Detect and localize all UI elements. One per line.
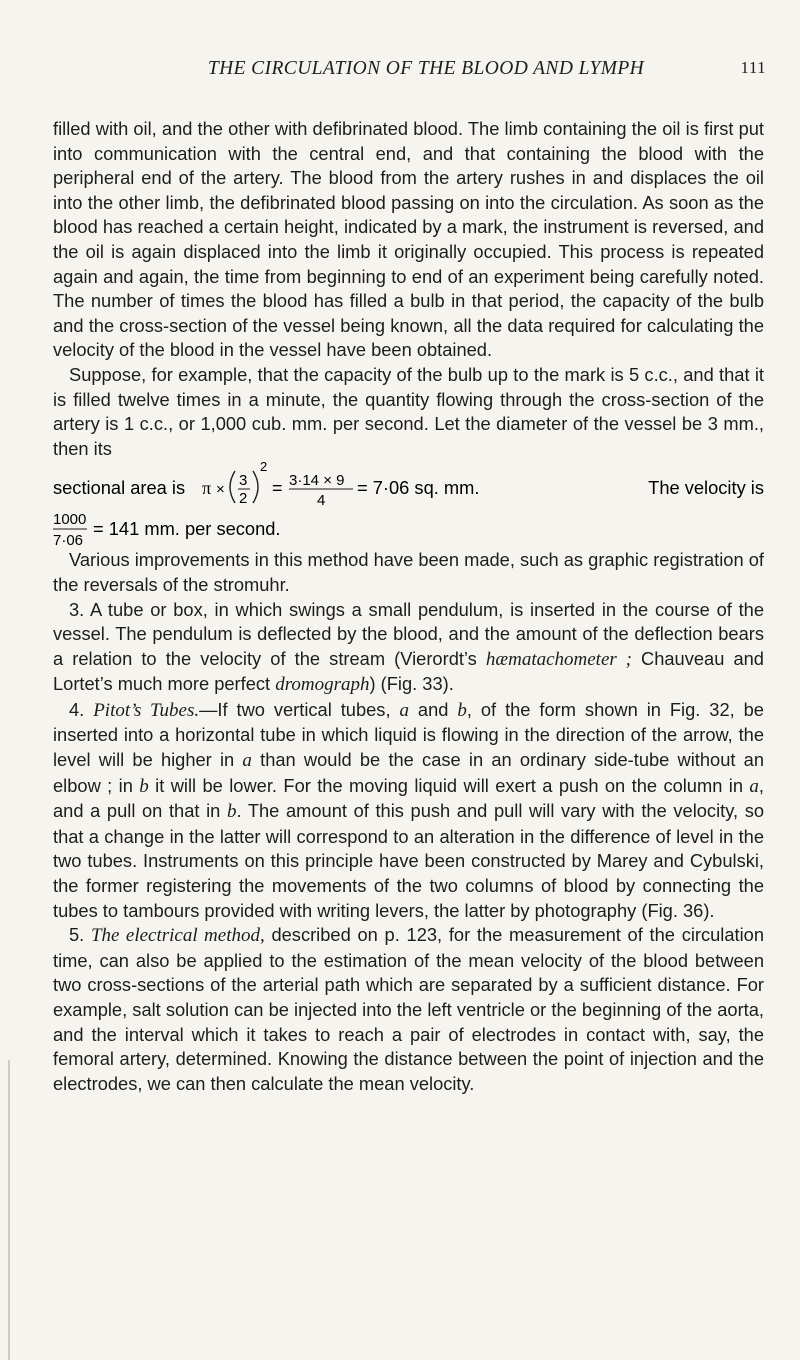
pi-symbol: π <box>202 478 212 499</box>
text-run: Chauveau and Lortet’s much more perfect <box>53 647 764 695</box>
right-paren <box>253 471 258 503</box>
body-text <box>53 117 764 1096</box>
times-symbol: × <box>216 481 225 499</box>
text-run: 3. A tube or box, in which swings a small pendulum, is inserted in the course of the vessel. The pendulum is deflected by the blood, and the amount of the deflection bears a relation to the velocity of the stream (Vierordt’s <box>53 598 764 669</box>
page-gutter-edge <box>0 1060 10 1360</box>
term-haematachometer: hæmatachometer ; <box>485 648 632 670</box>
item-number: 4. <box>69 698 94 720</box>
running-head <box>88 58 764 80</box>
formula-velocity-svg <box>53 510 764 548</box>
paragraph-continued: filled with oil, and the other with defibrinated blood. The limb containing the oil is first put into communication with the central end, and that containing the blood with the peripheral end of the artery. The blood from the artery rushes in and displaces the oil into the other limb, the defibrinated blood passing on into the circulation. As soon as the blood has reached a certain height, indicated by a mark, the instrument is reversed, and the oil is again displaced into the limb it originally occupied. This process is repeated again and again, the time from beginning to end of an experiment being carefully noted. The number of times the blood has filled a bulb in that period, the capacity of the bulb and the cross-section of the vessel being known, all the data required for calculating the velocity of the blood in the vessel have been obtained. <box>53 118 764 361</box>
text-run: and <box>408 698 458 720</box>
formula-velocity <box>53 510 764 548</box>
label-a: a <box>749 775 759 797</box>
velocity-lead: The velocity is <box>648 477 764 499</box>
paragraph-pendulum <box>53 598 764 698</box>
equals-1: = <box>272 478 283 499</box>
paragraph-electrical <box>53 923 764 1096</box>
paragraph-pitot <box>53 698 764 923</box>
label-a: a <box>399 699 409 721</box>
section-title-pitot: Pitot’s Tubes. <box>93 699 200 721</box>
label-b: b <box>139 775 149 797</box>
formula-sectional-area <box>53 461 764 510</box>
page-number: 111 <box>740 58 766 77</box>
text-run: described on p. 123, for the measurement of the circulation time, can also be applied to the estimation of the mean velocity of the blood between two cross-sections of the arterial path which are separated by a sufficient distance. For example, salt solution can be injected into the left ventricle or the beginning of the aorta, and the interval which it takes to reach a pair of electrodes in contact with, say, the femoral artery, determined. Knowing the distance between the point of injection and the electrodes, we can then calculate the mean velocity. <box>53 924 764 1094</box>
label-a: a <box>242 750 252 772</box>
formula-lead: sectional area is <box>53 477 186 499</box>
area-result: = 7·06 sq. mm. <box>357 477 480 499</box>
diameter-den: 2 <box>239 490 248 508</box>
paragraph-improvements: Various improvements in this method have been made, such as graphic registration of the reversals of the stromuhr. <box>53 549 764 595</box>
text-run: —If two vertical tubes, <box>199 698 400 720</box>
area-numerator: 3·14 × 9 <box>289 472 345 490</box>
label-b: b <box>226 801 237 823</box>
velocity-denominator: 7·06 <box>53 532 84 550</box>
chapter-title: THE CIRCULATION OF THE BLOOD AND LYMPH <box>207 58 645 79</box>
label-b: b <box>457 699 467 721</box>
section-title-electrical: The electrical method, <box>90 925 265 947</box>
text-run: than would be the case in an ordinary side-tube without an elbow ; in <box>53 749 765 796</box>
text-run: . The amount of this push and pull will vary with the velocity, so that a change in the latter will correspond to an alteration in the difference of level in the two tubes. Instruments on this principle have been constructed by Marey and Cybulski, the former registering the movements of the two columns of blood by connecting the tubes to tambours provided with writing levers, the latter by photography (Fig. 36). <box>53 800 765 921</box>
item-number: 5. <box>69 924 91 946</box>
velocity-result: = 141 mm. per second. <box>93 518 281 540</box>
formula-area-svg <box>53 461 764 510</box>
exponent: 2 <box>260 459 268 475</box>
text-run: , and a pull on that in <box>53 774 764 822</box>
paragraph-example: Suppose, for example, that the capacity of the bulb up to the mark is 5 c.c., and that it is filled twelve times in a minute, the quantity flowing through the cross-section of the artery is 1 c.c., or 1,000 cub. mm. per second. Let the diameter of the vessel be 3 mm., then its <box>53 363 764 459</box>
text-run: it will be lower. For the moving liquid will exert a push on the column in <box>148 774 750 796</box>
text-run: , of the form shown in Fig. 32, be inserted into a horizontal tube in which liquid is flowing in the direction of the arrow, the level will be higher in <box>53 698 764 771</box>
text-run: ) (Fig. 33). <box>369 673 454 695</box>
diameter-num: 3 <box>239 472 248 490</box>
term-dromograph: dromograph <box>275 674 370 696</box>
left-paren <box>230 471 235 503</box>
area-denominator: 4 <box>317 492 326 510</box>
velocity-numerator: 1000 <box>53 511 87 529</box>
